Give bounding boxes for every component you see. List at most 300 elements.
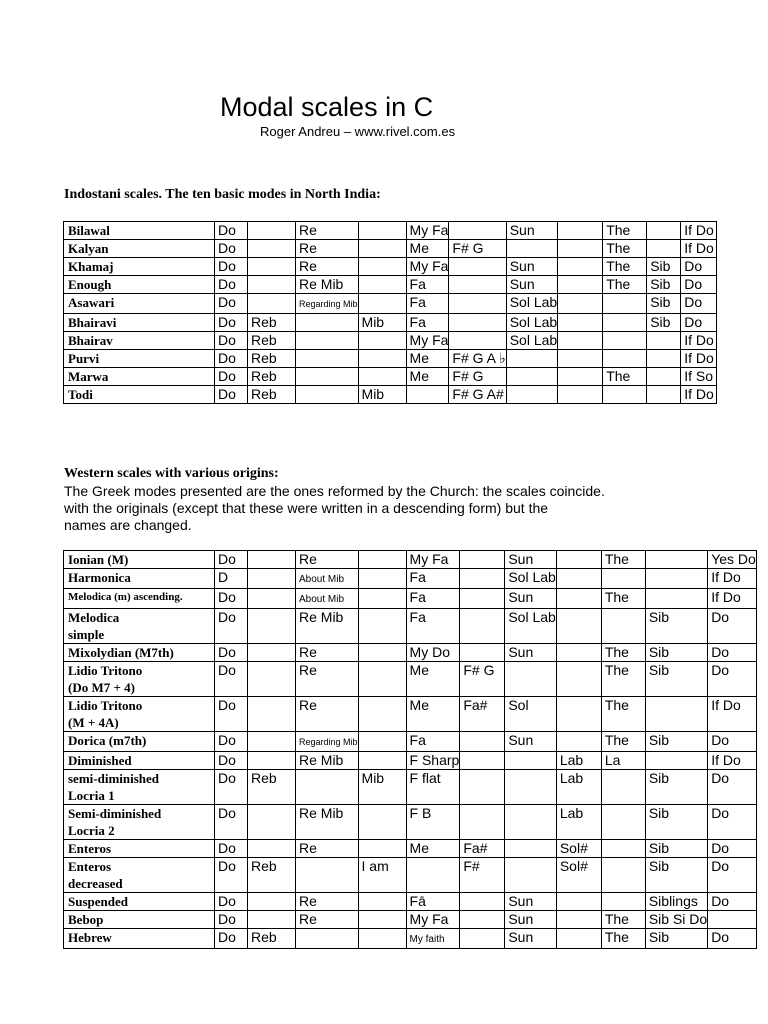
note-cell xyxy=(505,609,556,644)
note-cell xyxy=(406,332,449,350)
note-text: F# G xyxy=(452,240,484,256)
note-cell xyxy=(449,276,506,294)
note-cell xyxy=(406,752,460,770)
scale-row xyxy=(64,929,757,949)
note-cell xyxy=(708,609,757,644)
note-cell xyxy=(406,609,460,644)
note-text: Re xyxy=(299,551,317,567)
note-text: Fa# xyxy=(463,697,488,713)
note-cell xyxy=(681,368,717,386)
scale-row xyxy=(64,770,757,805)
note-cell xyxy=(248,858,296,893)
note-cell xyxy=(558,368,603,386)
note-text: My Fa xyxy=(409,332,449,348)
note-cell xyxy=(248,929,296,949)
note-text: Sib xyxy=(648,609,670,625)
note-text: The xyxy=(606,222,631,238)
scale-row xyxy=(64,609,757,644)
scale-row xyxy=(64,697,757,732)
note-text: If Do xyxy=(711,752,741,768)
scale-row xyxy=(64,551,757,569)
note-cell xyxy=(358,644,406,662)
note-cell xyxy=(556,929,601,949)
scale-row xyxy=(64,644,757,662)
scale-row xyxy=(64,386,717,404)
note-cell xyxy=(647,240,681,258)
note-text: Lab xyxy=(559,770,584,786)
note-cell xyxy=(460,551,505,569)
note-cell xyxy=(647,332,681,350)
note-cell xyxy=(681,258,717,276)
note-text: If Do xyxy=(711,569,741,585)
note-cell xyxy=(358,805,406,840)
note-cell xyxy=(681,294,717,314)
scale-name xyxy=(64,805,215,840)
note-cell xyxy=(215,569,248,589)
section-heading-indostani: Indostani scales. The ten basic modes in North India: xyxy=(64,187,381,202)
note-cell xyxy=(358,752,406,770)
note-text: Do xyxy=(218,350,236,366)
note-cell xyxy=(647,350,681,368)
note-text: Sib xyxy=(648,732,670,748)
note-cell xyxy=(358,662,406,697)
note-cell xyxy=(645,732,707,752)
note-text: Do xyxy=(218,644,236,660)
note-cell xyxy=(558,258,603,276)
note-cell xyxy=(645,858,707,893)
note-text: Sol# xyxy=(559,840,588,856)
note-text: The xyxy=(604,732,629,748)
note-text: Sol Lab xyxy=(509,332,558,348)
note-text: The xyxy=(606,240,631,256)
note-text: Sun xyxy=(508,589,534,605)
scale-row xyxy=(64,332,717,350)
note-text: Lab xyxy=(559,752,584,768)
note-cell xyxy=(406,589,460,609)
scale-row xyxy=(64,662,757,697)
note-text: Sib xyxy=(648,858,670,874)
note-cell xyxy=(406,222,449,240)
note-cell xyxy=(556,732,601,752)
note-cell xyxy=(358,350,406,368)
note-cell xyxy=(708,840,757,858)
note-text: Sib xyxy=(648,644,670,660)
note-cell xyxy=(296,222,359,240)
note-cell xyxy=(708,662,757,697)
note-cell xyxy=(248,551,296,569)
scale-name-line: Melodica (m) ascending. xyxy=(68,591,183,603)
note-cell xyxy=(601,805,645,840)
scale-name-line: Hebrew xyxy=(68,930,112,945)
note-cell xyxy=(601,551,645,569)
scale-name-line: Lidio Tritono xyxy=(68,663,143,678)
note-cell xyxy=(296,551,359,569)
note-text: Sol xyxy=(508,697,529,713)
note-text: The xyxy=(604,911,629,927)
note-cell xyxy=(460,609,505,644)
note-text: Re xyxy=(299,240,317,256)
note-text: Do xyxy=(218,732,236,748)
note-cell xyxy=(215,752,248,770)
scale-name xyxy=(64,332,215,350)
note-cell xyxy=(215,240,248,258)
note-text: Regarding Mib xyxy=(299,299,358,309)
note-text: Do xyxy=(218,551,236,567)
scale-row xyxy=(64,893,757,911)
note-cell xyxy=(645,697,707,732)
note-cell xyxy=(601,569,645,589)
note-text: Do xyxy=(711,929,730,945)
note-text: The xyxy=(604,551,629,567)
note-cell xyxy=(358,258,406,276)
note-cell xyxy=(406,294,449,314)
scale-name-line: Asawari xyxy=(68,295,115,310)
note-cell xyxy=(449,368,506,386)
scale-name-line: Khamaj xyxy=(68,259,114,274)
scale-name-line: Lidio Tritono xyxy=(68,698,143,713)
note-cell xyxy=(406,911,460,929)
note-cell xyxy=(296,569,359,589)
note-cell xyxy=(558,314,603,332)
note-cell xyxy=(406,893,460,911)
scale-name-line: Suspended xyxy=(68,894,128,909)
note-cell xyxy=(647,386,681,404)
note-cell xyxy=(505,732,556,752)
note-text: Sun xyxy=(508,644,534,660)
note-text: Sol Lab xyxy=(509,314,558,330)
note-cell xyxy=(215,609,248,644)
note-text: The xyxy=(604,662,629,678)
note-cell xyxy=(460,569,505,589)
note-cell xyxy=(406,569,460,589)
scale-name xyxy=(64,589,215,609)
note-cell xyxy=(215,551,248,569)
scale-name-line: Kalyan xyxy=(68,241,109,256)
note-cell xyxy=(215,314,248,332)
note-text: If So xyxy=(684,368,713,384)
note-text: D xyxy=(218,569,229,585)
note-text: Yes Do xyxy=(711,551,756,567)
note-text: My Fa xyxy=(409,551,449,567)
note-cell xyxy=(645,644,707,662)
note-text: Fa xyxy=(409,589,426,605)
note-cell xyxy=(601,589,645,609)
note-cell xyxy=(460,840,505,858)
note-cell xyxy=(296,697,359,732)
note-cell xyxy=(248,893,296,911)
note-text: Do xyxy=(218,770,236,786)
scale-name-line: (M + 4A) xyxy=(68,715,119,730)
note-cell xyxy=(506,258,557,276)
note-cell xyxy=(296,662,359,697)
scale-name xyxy=(64,752,215,770)
scale-name-line: Dorica (m7th) xyxy=(68,733,147,748)
scale-name-line: simple xyxy=(68,627,105,642)
note-cell xyxy=(215,732,248,752)
note-cell xyxy=(296,386,359,404)
note-cell xyxy=(505,569,556,589)
note-text: Do xyxy=(218,276,236,292)
note-cell xyxy=(449,386,506,404)
note-cell xyxy=(556,589,601,609)
scale-row xyxy=(64,911,757,929)
note-text: Re xyxy=(299,911,317,927)
note-text: Do xyxy=(711,840,730,856)
note-cell xyxy=(558,294,603,314)
note-cell xyxy=(248,222,296,240)
note-cell xyxy=(505,805,556,840)
note-text: Do xyxy=(218,697,236,713)
note-cell xyxy=(358,332,406,350)
note-text: Reb xyxy=(251,858,277,874)
note-cell xyxy=(603,386,647,404)
scale-name xyxy=(64,644,215,662)
scale-name xyxy=(64,294,215,314)
note-text: Fa xyxy=(409,294,426,310)
note-cell xyxy=(681,350,717,368)
note-text: Do xyxy=(684,294,703,310)
note-text: The xyxy=(604,589,629,605)
intro-line: The Greek modes presented are the ones reformed by the Church: the scales coincide. xyxy=(64,483,605,499)
note-cell xyxy=(556,840,601,858)
note-text: If Do xyxy=(684,386,714,402)
note-text: If Do xyxy=(684,222,714,238)
note-cell xyxy=(296,858,359,893)
note-text: Re xyxy=(299,893,317,909)
scale-name-line: Diminished xyxy=(68,753,132,768)
note-cell xyxy=(681,222,717,240)
note-cell xyxy=(603,240,647,258)
note-text: Re Mib xyxy=(299,609,344,625)
note-text: Sib xyxy=(648,662,670,678)
note-cell xyxy=(506,368,557,386)
note-text: Siblings xyxy=(648,893,698,909)
note-text: Do xyxy=(684,276,703,292)
note-cell xyxy=(248,732,296,752)
note-cell xyxy=(645,569,707,589)
page-title: Modal scales in C xyxy=(220,92,434,122)
note-text: Sun xyxy=(509,276,535,292)
note-cell xyxy=(358,314,406,332)
note-text: F Sharp xyxy=(409,752,460,768)
note-text: The xyxy=(604,929,629,945)
note-cell xyxy=(601,752,645,770)
note-text: Sun xyxy=(508,732,534,748)
note-text: Re xyxy=(299,840,317,856)
scale-name xyxy=(64,662,215,697)
note-cell xyxy=(506,332,557,350)
note-cell xyxy=(248,662,296,697)
intro-line: names are changed. xyxy=(64,517,192,533)
note-cell xyxy=(645,662,707,697)
note-cell xyxy=(556,697,601,732)
note-cell xyxy=(358,911,406,929)
note-cell xyxy=(460,697,505,732)
note-cell xyxy=(215,770,248,805)
note-cell xyxy=(358,840,406,858)
note-text: La xyxy=(604,752,621,768)
note-text: Sib xyxy=(650,276,671,292)
scale-row xyxy=(64,569,757,589)
note-cell xyxy=(601,662,645,697)
note-text: Fa xyxy=(409,314,426,330)
note-text: Do xyxy=(218,893,236,909)
scale-row xyxy=(64,752,757,770)
note-cell xyxy=(601,732,645,752)
note-cell xyxy=(296,732,359,752)
note-cell xyxy=(215,589,248,609)
note-cell xyxy=(215,858,248,893)
note-cell xyxy=(460,644,505,662)
note-cell xyxy=(406,386,449,404)
note-text: Sun xyxy=(508,893,534,909)
note-cell xyxy=(601,770,645,805)
note-text: Do xyxy=(684,258,703,274)
note-text: Do xyxy=(218,589,236,605)
note-cell xyxy=(296,929,359,949)
note-cell xyxy=(358,222,406,240)
note-cell xyxy=(358,569,406,589)
note-text: About Mib xyxy=(299,594,345,605)
note-cell xyxy=(406,258,449,276)
note-cell xyxy=(708,805,757,840)
note-cell xyxy=(556,911,601,929)
note-cell xyxy=(248,368,296,386)
note-text: Me xyxy=(409,240,429,256)
note-cell xyxy=(601,929,645,949)
note-text: Fa# xyxy=(463,840,488,856)
note-cell xyxy=(558,386,603,404)
note-cell xyxy=(681,276,717,294)
note-cell xyxy=(505,662,556,697)
note-text: Sib xyxy=(648,929,670,945)
note-cell xyxy=(601,697,645,732)
note-cell xyxy=(449,240,506,258)
note-cell xyxy=(358,858,406,893)
scale-name-line: Mixolydian (M7th) xyxy=(68,645,174,660)
note-cell xyxy=(708,644,757,662)
note-cell xyxy=(215,840,248,858)
note-text: Reb xyxy=(251,314,277,330)
note-text: Reb xyxy=(251,386,277,402)
note-cell xyxy=(460,662,505,697)
note-text: The xyxy=(604,697,629,713)
note-text: Sib xyxy=(650,294,671,310)
note-cell xyxy=(556,609,601,644)
note-cell xyxy=(406,805,460,840)
note-cell xyxy=(558,240,603,258)
scale-name xyxy=(64,258,215,276)
scale-name xyxy=(64,929,215,949)
note-cell xyxy=(358,697,406,732)
note-cell xyxy=(506,240,557,258)
note-cell xyxy=(645,805,707,840)
note-cell xyxy=(601,840,645,858)
scale-name xyxy=(64,770,215,805)
scale-name xyxy=(64,222,215,240)
note-text: Fa xyxy=(409,609,426,625)
scale-row xyxy=(64,368,717,386)
note-cell xyxy=(248,752,296,770)
note-text: Me xyxy=(409,840,429,856)
note-cell xyxy=(449,332,506,350)
note-cell xyxy=(406,644,460,662)
scale-name-line: Semi-diminished xyxy=(68,806,162,821)
note-text: F B xyxy=(409,805,432,821)
note-cell xyxy=(645,589,707,609)
note-cell xyxy=(358,770,406,805)
note-cell xyxy=(647,258,681,276)
note-text: Do xyxy=(218,294,236,310)
note-cell xyxy=(358,893,406,911)
note-cell xyxy=(248,569,296,589)
intro-line: with the originals (except that these were written in a descending form) but the xyxy=(64,500,549,516)
note-cell xyxy=(505,929,556,949)
note-cell xyxy=(358,732,406,752)
note-text: Re xyxy=(299,258,317,274)
western-scales-table xyxy=(63,550,757,949)
note-cell xyxy=(505,551,556,569)
note-cell xyxy=(681,386,717,404)
note-text: If Do xyxy=(684,350,714,366)
note-text: The xyxy=(606,368,631,384)
note-cell xyxy=(556,858,601,893)
scale-name-line: Bhairav xyxy=(68,333,113,348)
scale-name xyxy=(64,840,215,858)
note-cell xyxy=(603,258,647,276)
scale-name-line: Bilawal xyxy=(68,223,110,238)
note-cell xyxy=(449,350,506,368)
note-text: F# G xyxy=(452,368,484,384)
note-cell xyxy=(248,240,296,258)
scale-name-line: Enteros xyxy=(68,841,112,856)
note-cell xyxy=(248,644,296,662)
scale-name-line: Enteros xyxy=(68,859,112,874)
note-cell xyxy=(603,314,647,332)
note-cell xyxy=(406,732,460,752)
note-cell xyxy=(215,662,248,697)
note-text: Sun xyxy=(509,222,535,238)
scale-name xyxy=(64,697,215,732)
note-text: Do xyxy=(218,662,236,678)
note-cell xyxy=(505,858,556,893)
note-cell xyxy=(556,805,601,840)
note-cell xyxy=(681,332,717,350)
note-text: Do xyxy=(218,222,236,238)
note-cell xyxy=(645,752,707,770)
note-cell xyxy=(215,697,248,732)
note-text: Sol Lab xyxy=(508,569,556,585)
note-cell xyxy=(506,294,557,314)
note-text: Do xyxy=(218,258,236,274)
note-cell xyxy=(460,911,505,929)
note-cell xyxy=(645,911,707,929)
note-cell xyxy=(449,294,506,314)
note-cell xyxy=(215,893,248,911)
note-cell xyxy=(215,929,248,949)
note-cell xyxy=(460,752,505,770)
note-text: The xyxy=(604,644,629,660)
note-cell xyxy=(708,589,757,609)
scale-name xyxy=(64,569,215,589)
note-text: My Fa xyxy=(409,911,449,927)
note-cell xyxy=(601,893,645,911)
note-text: If Do xyxy=(711,589,741,605)
note-text: Fā xyxy=(409,893,426,909)
note-text: Reb xyxy=(251,929,277,945)
note-cell xyxy=(460,770,505,805)
note-cell xyxy=(248,258,296,276)
